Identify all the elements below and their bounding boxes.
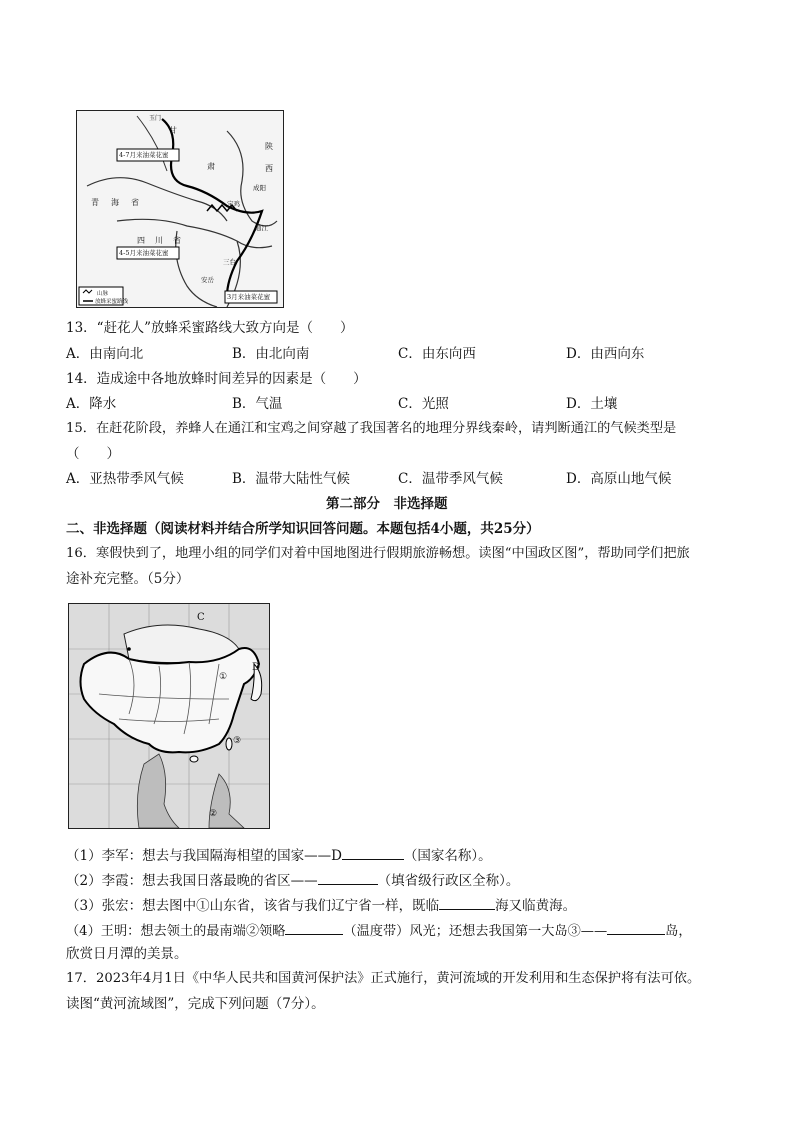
q16-sub1-blank[interactable] [342,845,404,860]
q16-sub4-text-c: 岛， [665,924,692,939]
map1-label-sheng1: 省 [131,198,139,207]
q16-sub4-blank2[interactable] [607,920,665,935]
map1-label-hai: 海 [111,198,119,207]
china-political-map-drawing [69,604,269,828]
q15-option-b: B．温带大陆性气候 [232,471,350,487]
part2-title: 第二部分 非选择题 [326,496,448,512]
map1-label-xianyang: 成阳 [253,184,266,192]
q16-sub1-text-b: （国家名称）。 [403,848,492,864]
bee-route-map [76,110,284,308]
map2-label-1: ① [219,672,228,682]
q16-sub4-cont: 欣赏日月潭的美景。 [66,946,188,962]
q17-line1: 17．2023年4月1日《中华人民共和国黄河保护法》正式施行，黄河流域的开发利用和生态保护将有法可依。 [66,971,701,986]
q15-stem-paren: （ ） [66,446,120,462]
map1-label-baoji: 宝鸡 [227,200,240,208]
map1-label-chuan: 川 [155,236,163,245]
map1-label-box2: 4-5月来油菜花蜜 [119,249,169,257]
q16-sub3-blank[interactable] [439,895,495,910]
q16-sub1-text-a: （1）李军：想去与我国隔海相望的国家——D [66,848,342,864]
q16-sub1 [66,845,492,865]
q13-option-a: A．由南向北 [66,346,144,362]
map1-label-xi: 西 [265,164,273,173]
map1-label-gan: 甘 [169,126,177,135]
bee-route-map-drawing [77,111,283,307]
map1-label-tongjiang: 通江 [255,224,268,232]
part2-heading: 二、非选择题（阅读材料并结合所学知识回答问题。本题包括4小题，共25分） [66,521,540,537]
q14-stem: 14．造成途中各地放蜂时间差异的因素是（ ） [66,371,367,387]
map1-label-si: 四 [137,236,145,245]
q16-stem-line2: 途补充完整。（5分） [66,571,190,587]
q16-sub2-blank[interactable] [318,870,378,885]
q15-option-c: C．温带季风气候 [398,471,503,487]
q16-sub4-text-b: （温度带）风光；还想去我国第一大岛③—— [343,924,608,939]
q15-stem: 15．在赶花阶段，养蜂人在通江和宝鸡之间穿越了我国著名的地理分界线秦岭，请判断通江的气候类型是 [66,421,677,436]
map1-label-qing: 青 [91,198,99,207]
q16-sub4-text-a: （4）王明：想去领土的最南端②领略 [66,924,286,939]
q16-sub2-text-b: （填省级行政区全称）。 [377,873,520,889]
map2-label-d: D [252,662,261,673]
map1-label-box1: 4-7月来油菜花蜜 [119,151,169,159]
q14-option-d: D．土壤 [566,396,618,412]
map1-label-sheng2: 省 [173,236,181,245]
q16-stem-line1: 16．寒假快到了，地理小组的同学们对着中国地图进行假期旅游畅想。读图“中国政区图”，帮助同学们把旅 [66,546,690,561]
china-political-map [68,603,270,829]
map1-legend-mountain: 山脉 [97,291,109,297]
q16-sub3-text-a: （3）张宏：想去图中①山东省，该省与我们辽宁省一样，既临 [66,898,440,914]
map1-legend-route: 放蜂采蜜路线 [95,299,129,305]
map1-label-shan: 陕 [265,142,273,151]
map1-label-yumen: 玉门 [149,115,162,122]
q13-option-c: C．由东向西 [398,346,476,362]
map1-label-anyue: 安岳 [201,276,214,284]
q13-stem: 13．“赶花人”放蜂采蜜路线大致方向是（ ） [66,320,354,336]
q14-option-c: C．光照 [398,396,449,412]
map2-label-2: ② [209,809,218,819]
q16-sub2 [66,870,519,890]
q16-sub3-text-b: 海又临黄海。 [495,898,577,914]
map2-label-c: C [197,612,205,623]
map1-label-santai: 三台 [223,258,236,266]
map1-label-su: 肃 [207,162,215,171]
q14-option-b: B．气温 [232,396,283,412]
map1-label-box3: 3月来油菜花蜜 [227,293,271,301]
q13-option-b: B．由北向南 [232,346,310,362]
q15-option-a: A．亚热带季风气候 [66,471,184,487]
map2-label-3: ③ [233,736,242,746]
q16-sub2-text-a: （2）李霞：想去我国日落最晚的省区—— [66,873,318,889]
q17-line2: 读图“黄河流域图”，完成下列问题（7分）。 [66,996,325,1012]
q13-option-d: D．由西向东 [566,346,645,362]
q16-sub4-blank1[interactable] [285,920,343,935]
q14-option-a: A．降水 [66,396,117,412]
q16-sub3 [66,895,576,915]
q15-option-d: D．高原山地气候 [566,471,672,487]
q16-sub4 [66,920,692,941]
